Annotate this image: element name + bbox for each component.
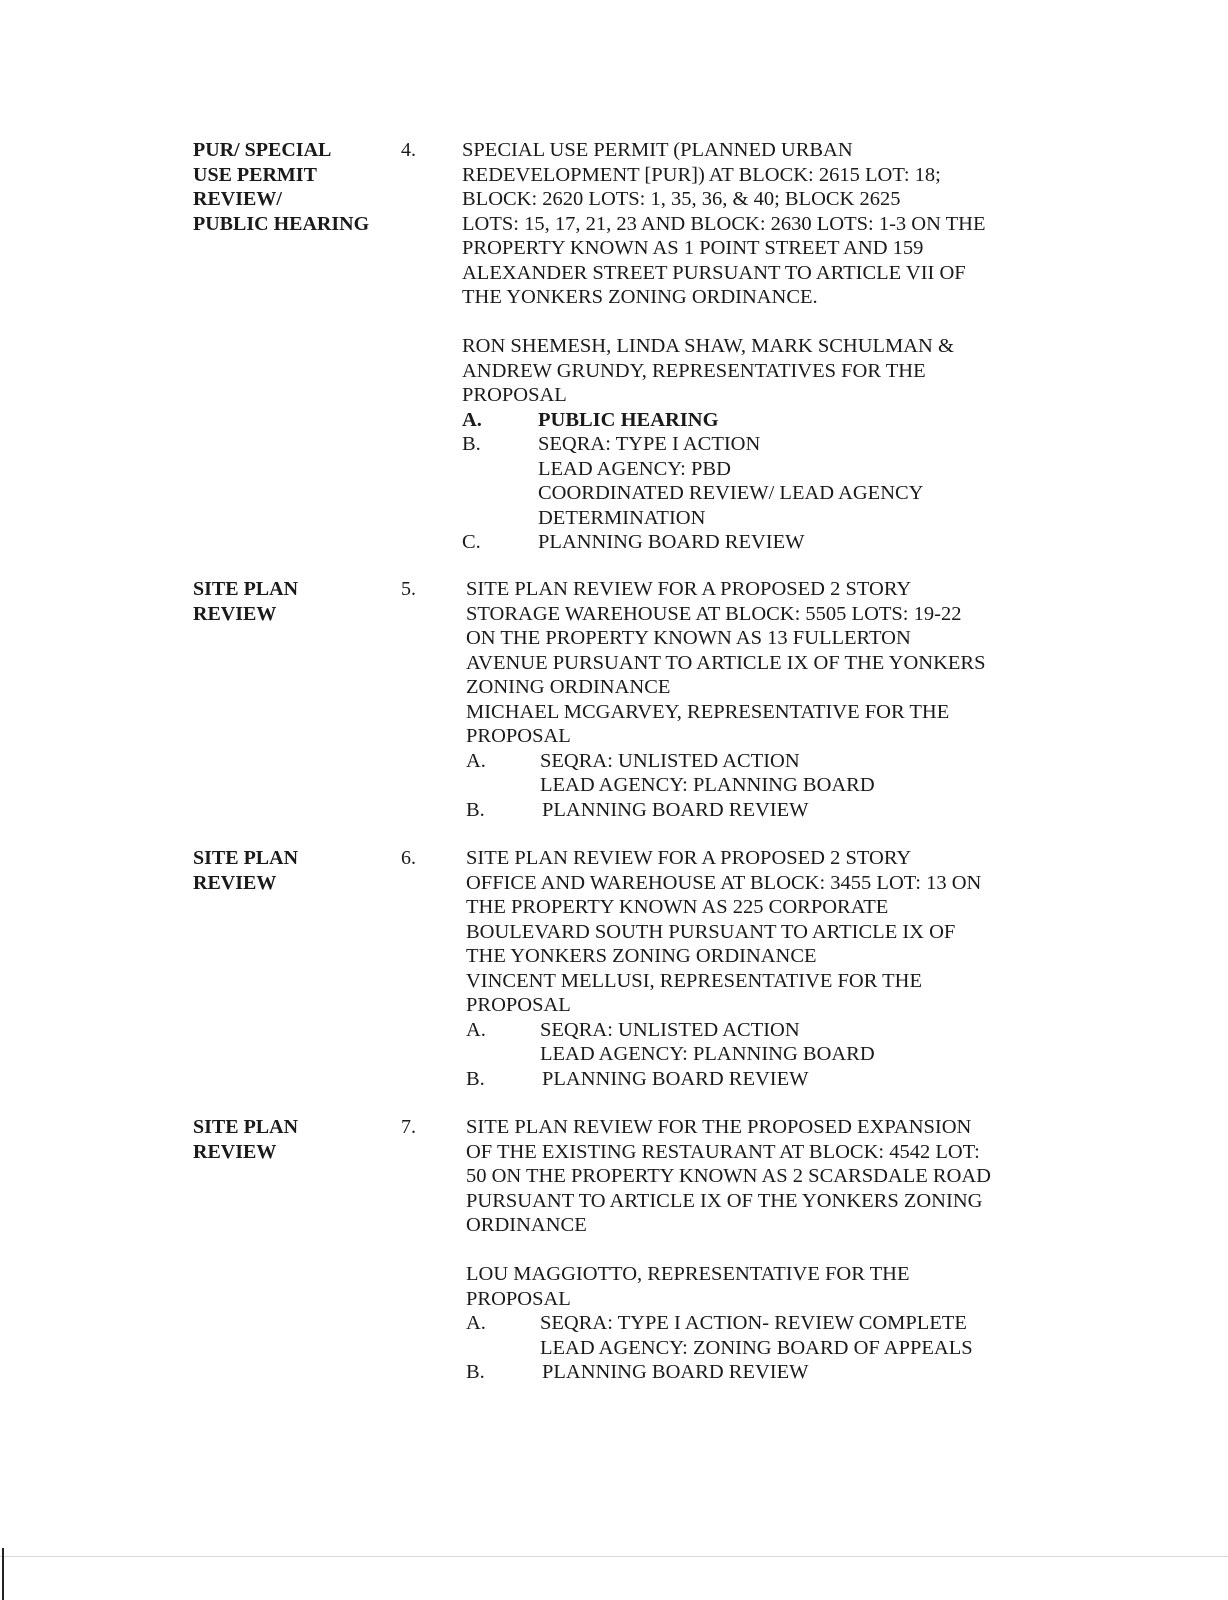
sub-item — [466, 798, 1046, 823]
description-line: REDEVELOPMENT [PUR]) AT BLOCK: 2615 LOT: 18; — [462, 163, 941, 186]
scan-edge-mark — [2, 1548, 4, 1600]
description-line: SITE PLAN REVIEW FOR THE PROPOSED EXPANSION — [466, 1116, 972, 1138]
sub-item-text: PLANNING BOARD REVIEW — [542, 1067, 809, 1090]
sub-item — [466, 1336, 1046, 1361]
sub-item — [466, 1311, 1046, 1336]
item-number: 4. — [401, 139, 416, 161]
item-category-label: SITE PLAN REVIEW — [193, 847, 299, 894]
item-number: 5. — [401, 578, 416, 600]
description-line: OF THE EXISTING RESTAURANT AT BLOCK: 4542 LOT: — [466, 1140, 980, 1163]
sub-item-letter: A. — [466, 1312, 486, 1334]
sub-item-letter: A. — [466, 749, 486, 772]
description-line: SPECIAL USE PERMIT (PLANNED URBAN — [462, 139, 853, 161]
sub-item — [466, 1018, 1046, 1043]
description-line: PROPERTY KNOWN AS 1 POINT STREET AND 159 — [462, 237, 924, 259]
description-line: BLOCK: 2620 LOTS: 1, 35, 36, & 40; BLOCK 2625 — [462, 188, 901, 210]
sub-item-text: SEQRA: TYPE I ACTION — [538, 433, 761, 455]
item-description — [466, 577, 1046, 822]
representatives-line: LOU MAGGIOTTO, REPRESENTATIVE FOR THE — [466, 1263, 910, 1285]
sub-item-text: PLANNING BOARD REVIEW — [542, 1361, 809, 1383]
sub-item-text: LEAD AGENCY: PLANNING BOARD — [540, 1043, 875, 1065]
sub-item — [466, 1042, 1046, 1067]
sub-item — [462, 432, 1042, 457]
sub-item — [462, 506, 1042, 531]
sub-item — [466, 1067, 1046, 1092]
sub-item — [466, 1360, 1046, 1385]
sub-item — [466, 773, 1046, 798]
item-category-label: PUR/ SPECIAL USE PERMIT REVIEW/ PUBLIC HEARING — [193, 139, 370, 235]
description-line: SITE PLAN REVIEW FOR A PROPOSED 2 STORY — [466, 847, 912, 869]
description-line: BOULEVARD SOUTH PURSUANT TO ARTICLE IX OF — [466, 920, 956, 943]
description-line: MICHAEL MCGARVEY, REPRESENTATIVE FOR THE — [466, 700, 950, 723]
sub-item-text: SEQRA: UNLISTED ACTION — [540, 1018, 800, 1041]
description-line: ORDINANCE — [466, 1214, 587, 1236]
item-category-label: SITE PLAN REVIEW — [193, 1116, 299, 1163]
description-line: PURSUANT TO ARTICLE IX OF THE YONKERS ZONING — [466, 1189, 983, 1212]
description-line: OFFICE AND WAREHOUSE AT BLOCK: 3455 LOT: 13 ON — [466, 871, 982, 894]
sub-item-letter: B. — [466, 1361, 485, 1383]
item-category-label: SITE PLAN REVIEW — [193, 578, 299, 625]
sub-item — [462, 530, 1042, 555]
description-line: VINCENT MELLUSI, REPRESENTATIVE FOR THE — [466, 969, 923, 992]
sub-item-letter: B. — [462, 433, 481, 455]
representatives-line: ANDREW GRUNDY, REPRESENTATIVES FOR THE — [462, 359, 926, 382]
sub-item-text: PUBLIC HEARING — [538, 408, 719, 431]
description-line: STORAGE WAREHOUSE AT BLOCK: 5505 LOTS: 19-22 — [466, 602, 962, 625]
scan-edge-line — [0, 1556, 1228, 1557]
sub-item-text: LEAD AGENCY: ZONING BOARD OF APPEALS — [540, 1336, 973, 1359]
description-line: PROPOSAL — [466, 994, 571, 1016]
sub-item-text: DETERMINATION — [538, 506, 706, 529]
description-line: THE YONKERS ZONING ORDINANCE — [466, 945, 817, 967]
sub-item-letter: A. — [466, 1018, 486, 1041]
description-line: AVENUE PURSUANT TO ARTICLE IX OF THE YONKERS — [466, 651, 986, 674]
description-line: 50 ON THE PROPERTY KNOWN AS 2 SCARSDALE ROAD — [466, 1165, 991, 1187]
description-line: ON THE PROPERTY KNOWN AS 13 FULLERTON — [466, 627, 911, 649]
sub-item — [462, 457, 1042, 482]
description-line: THE YONKERS ZONING ORDINANCE. — [462, 286, 818, 308]
sub-item-text: LEAD AGENCY: PBD — [538, 457, 731, 480]
sub-item — [462, 408, 1042, 433]
description-line: LOTS: 15, 17, 21, 23 AND BLOCK: 2630 LOTS: 1-3 ON THE — [462, 212, 986, 235]
item-description — [466, 1115, 1046, 1385]
sub-item-text: SEQRA: UNLISTED ACTION — [540, 749, 800, 772]
sub-item-text: COORDINATED REVIEW/ LEAD AGENCY — [538, 482, 924, 504]
item-description — [466, 846, 1046, 1091]
sub-item-text: PLANNING BOARD REVIEW — [538, 531, 805, 553]
sub-item-letter: A. — [462, 408, 482, 431]
sub-item-text: LEAD AGENCY: PLANNING BOARD — [540, 774, 875, 796]
description-line: PROPOSAL — [466, 725, 571, 747]
item-number: 6. — [401, 847, 416, 869]
representatives-line: PROPOSAL — [462, 384, 567, 406]
sub-item-letter: B. — [466, 798, 485, 821]
sub-item — [462, 481, 1042, 506]
sub-item — [466, 749, 1046, 774]
representatives-line: RON SHEMESH, LINDA SHAW, MARK SCHULMAN & — [462, 335, 954, 357]
sub-item-letter: C. — [462, 531, 481, 553]
description-line: SITE PLAN REVIEW FOR A PROPOSED 2 STORY — [466, 578, 912, 600]
sub-item-text: PLANNING BOARD REVIEW — [542, 798, 809, 821]
description-line: THE PROPERTY KNOWN AS 225 CORPORATE — [466, 896, 889, 918]
item-number: 7. — [401, 1116, 416, 1138]
sub-item-letter: B. — [466, 1067, 485, 1090]
sub-item-text: SEQRA: TYPE I ACTION- REVIEW COMPLETE — [540, 1312, 967, 1334]
representatives-line: PROPOSAL — [466, 1287, 571, 1310]
description-line: ALEXANDER STREET PURSUANT TO ARTICLE VII OF — [462, 261, 966, 284]
item-description — [462, 138, 1042, 555]
description-line: ZONING ORDINANCE — [466, 676, 671, 698]
